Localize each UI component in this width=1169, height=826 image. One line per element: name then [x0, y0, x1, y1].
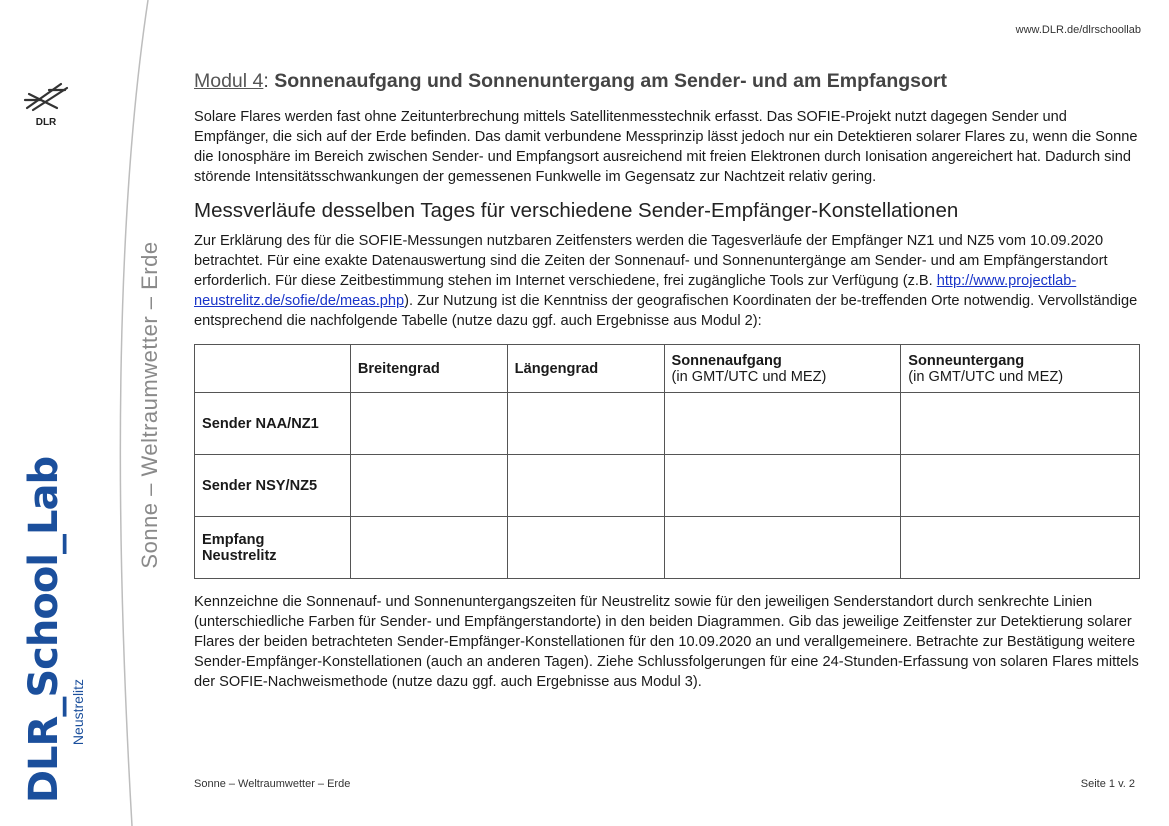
table-cell[interactable]: [507, 455, 664, 517]
dlr-logo-icon: [21, 80, 71, 114]
task-paragraph: Kennzeichne die Sonnenauf- und Sonnenuntergangszeiten für Neustrelitz sowie für den jeweiligen Senderstandort durch senkrechte Linien (unterschiedliche Farben für Sender- und Empfängerstandorte) in den beiden Diagrammen. Gib das jeweilige Zeitfenster zur Detektierung solarer Flares der beiden betrachteten Sender-Empfänger-Konstellationen für den 10.09.2020 an und verallgemeinere. Betrachte zur Bestätigung weitere Sender-Empfänger-Konstellationen (auch an anderen Tagen). Ziehe Schlussfolgerungen für eine 24-Stunden-Erfassung von solaren Flares mittels der SOFIE-Nachweismethode (nutze dazu ggf. auch Ergebnisse aus Modul 3).: [194, 594, 1139, 690]
table-header-latitude: Breitengrad: [350, 345, 507, 393]
title-main: Sonnenaufgang und Sonnenuntergang am Sender- und am Empfangsort: [274, 70, 947, 92]
coordinates-table: [194, 344, 1140, 579]
header-url: www.DLR.de/dlrschoollab: [1015, 24, 1141, 36]
explanation-text-after: ). Zur Nutzung ist die Kenntniss der geografischen Koordinaten der be-treffenden Orte notwendig. Vervollständige entsprechend die nachfolgende Tabelle (nutze dazu ggf. auch Ergebnisse aus Modul 2):: [194, 293, 1138, 329]
table-cell[interactable]: [350, 517, 507, 579]
table-header-corner: [195, 345, 351, 393]
table-header-sunrise: Sonnenaufgang (in GMT/UTC und MEZ): [664, 345, 901, 393]
table-header-sunrise-sub: (in GMT/UTC und MEZ): [671, 368, 827, 385]
table-header-sunset-sub: (in GMT/UTC und MEZ): [908, 368, 1064, 385]
table-header-row: [195, 345, 1140, 393]
table-header-longitude: Längengrad: [507, 345, 664, 393]
meas-tool-link[interactable]: http://www.projectlab-neustrelitz.de/sofie/de/meas.php: [194, 273, 1077, 309]
table-cell[interactable]: [664, 393, 901, 455]
table-cell[interactable]: [664, 455, 901, 517]
explanation-paragraph: [194, 231, 1140, 331]
table-cell[interactable]: [507, 517, 664, 579]
table-cell[interactable]: [350, 455, 507, 517]
title-module: Modul 4: [194, 70, 264, 92]
row-label-nsy: Sender NSY/NZ5: [195, 455, 351, 517]
school-lab-brand: DLR_School_Lab: [21, 456, 67, 804]
table-cell[interactable]: [901, 455, 1140, 517]
page-number: Seite 1 v. 2: [1080, 778, 1135, 790]
table-cell[interactable]: [664, 517, 901, 579]
row-label-neustrelitz: Empfang Neustrelitz: [195, 517, 351, 579]
table-row: [195, 393, 1140, 455]
title-colon: :: [263, 70, 275, 92]
table-cell[interactable]: [901, 393, 1140, 455]
table-row: [195, 455, 1140, 517]
explanation-text-before: Zur Erklärung des für die SOFIE-Messungen nutzbaren Zeitfensters werden die Tagesverläufe der Empfänger NZ1 und NZ5 vom 10.09.2020 betrachtet. Für eine exakte Datenauswertung sind die Zeiten der Sonnenauf- und Sonnenuntergänge am Sender- und am Empfängerstandort erforderlich. Für diese Zeitbestimmung stehen im Internet verschiedene, frei zugängliche Tools zur Verfügung (z.B.: [194, 233, 1108, 289]
table-cell[interactable]: [901, 517, 1140, 579]
side-vertical-title: Sonne – Weltraumwetter – Erde: [137, 241, 162, 569]
intro-paragraph: Solare Flares werden fast ohne Zeitunterbrechung mittels Satellitenmesstechnik erfasst. Das SOFIE-Projekt nutzt dagegen Sender und Empfänger, die sich auf der Erde befinden. Das damit verbundene Messprinzip lässt jedoch nur ein Detektieren solarer Flares zu, wenn die Sonne die Ionosphäre im Bereich zwischen Sender- und Empfangsort ausreichend mit freien Elektronen durch Ionisation angereichert hat. Dadurch sind störende Intensitätsschwankungen der gemessenen Funkwelle im Gegensatz zur Nachtzeit relativ gering.: [194, 109, 1138, 185]
page-title: [194, 70, 1140, 93]
table-row: [195, 517, 1140, 579]
section-heading: Messverläufe desselben Tages für verschiedene Sender-Empfänger-Konstellationen: [194, 199, 959, 222]
footer-left-text: Sonne – Weltraumwetter – Erde: [194, 778, 351, 790]
main-content: [194, 70, 1140, 692]
table-cell[interactable]: [507, 393, 664, 455]
table-header-sunset: Sonneuntergang (in GMT/UTC und MEZ): [901, 345, 1140, 393]
table-cell[interactable]: [350, 393, 507, 455]
row-label-naa: Sender NAA/NZ1: [195, 393, 351, 455]
dlr-logo-text: DLR: [35, 117, 57, 128]
school-lab-location: Neustrelitz: [70, 678, 86, 746]
dlr-logo: [18, 80, 74, 128]
